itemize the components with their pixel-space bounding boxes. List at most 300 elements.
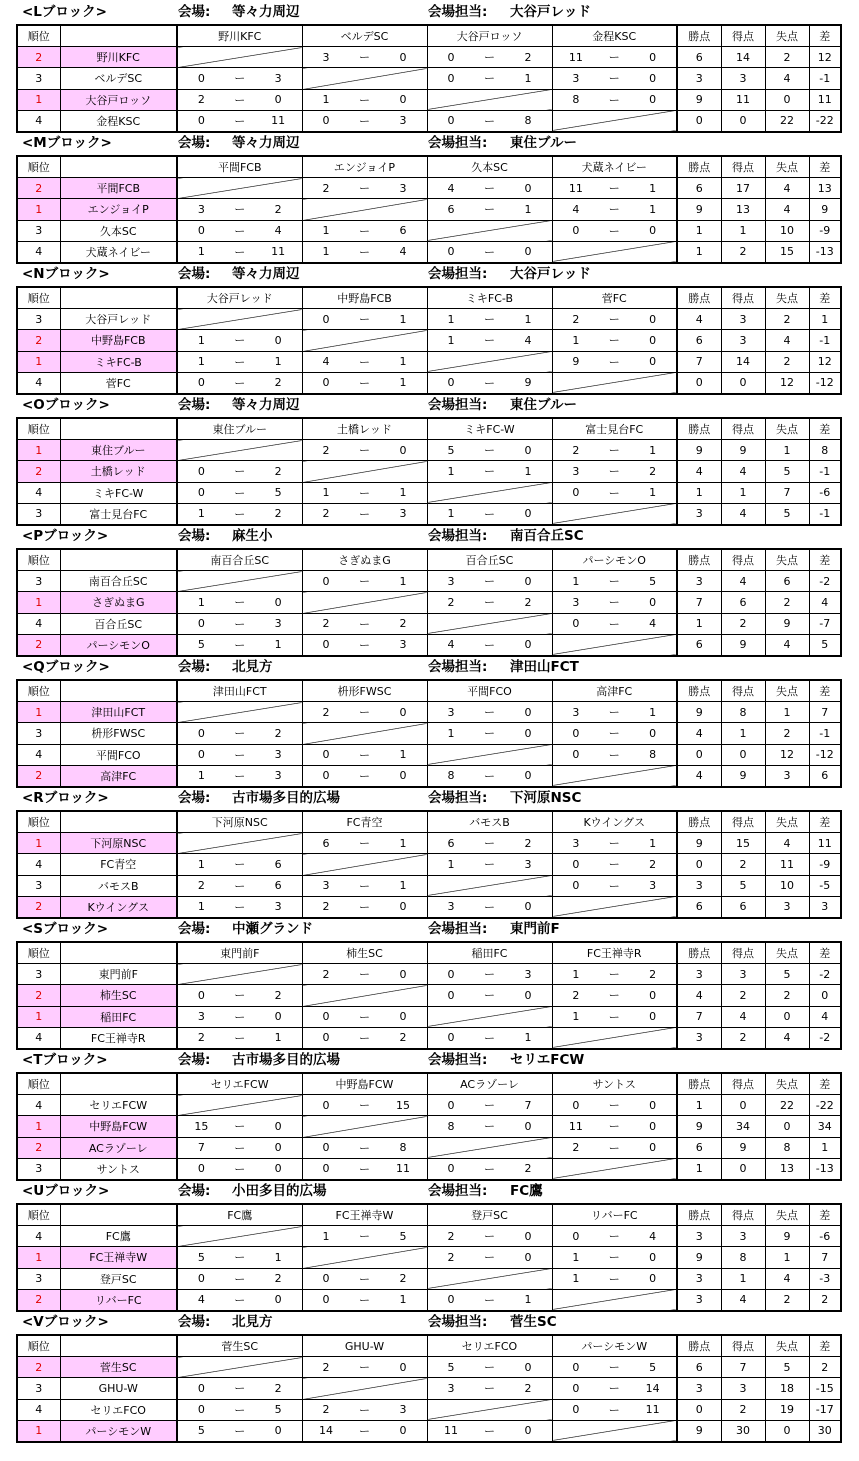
match-score xyxy=(427,199,552,220)
rank-header: 順位 xyxy=(17,942,60,964)
score-line xyxy=(303,1357,427,1377)
match-score xyxy=(302,744,427,765)
goal-diff-value: 7 xyxy=(809,702,841,723)
team-rank: 1 xyxy=(17,1116,60,1137)
score-line xyxy=(178,745,302,765)
points-value: 1 xyxy=(677,1158,721,1180)
score-against: 1 xyxy=(524,312,532,326)
goals-for-header: 得点 xyxy=(721,1204,765,1226)
goal-diff-value: 4 xyxy=(809,592,841,613)
match-score xyxy=(552,47,677,68)
score-dash: ー xyxy=(359,114,370,128)
score-dash: ー xyxy=(359,1099,370,1113)
team-rank: 3 xyxy=(17,220,60,241)
goal-diff-header: 差 xyxy=(809,1073,841,1095)
score-for: 2 xyxy=(197,93,205,107)
score-line xyxy=(553,964,677,984)
team-name: 大谷戸レッド xyxy=(60,309,177,330)
team-name: 野川KFC xyxy=(60,47,177,68)
team-row xyxy=(17,1027,841,1049)
score-dash: ー xyxy=(608,596,620,610)
score-dash: ー xyxy=(608,355,620,369)
match-score xyxy=(302,1137,427,1158)
match-score xyxy=(427,634,552,656)
goals-against-header: 失点 xyxy=(765,1335,809,1357)
team-rank: 2 xyxy=(17,896,60,918)
score-line xyxy=(428,897,552,917)
score-for: 0 xyxy=(572,726,580,740)
score-dash: ー xyxy=(608,486,620,500)
goal-diff-header: 差 xyxy=(809,418,841,440)
goal-diff-value: -6 xyxy=(809,482,841,503)
goal-diff-value: -9 xyxy=(809,854,841,875)
score-dash: ー xyxy=(484,376,495,390)
goals-for-value: 30 xyxy=(721,1420,765,1442)
header-row xyxy=(17,549,841,571)
score-line xyxy=(553,571,677,591)
points-header: 勝点 xyxy=(677,942,721,964)
match-score xyxy=(427,178,552,199)
goals-for-header: 得点 xyxy=(721,680,765,702)
score-line xyxy=(553,614,677,634)
score-against: 2 xyxy=(274,1272,282,1286)
score-dash: ー xyxy=(234,224,246,238)
goals-for-value: 0 xyxy=(721,1158,765,1180)
score-dash: ー xyxy=(608,465,620,479)
match-score xyxy=(552,351,677,372)
self-match-cell xyxy=(302,592,427,613)
score-for: 2 xyxy=(322,705,330,719)
goal-diff-value: 12 xyxy=(809,47,841,68)
goal-diff-value: -3 xyxy=(809,1268,841,1289)
score-for: 0 xyxy=(572,748,580,762)
score-for: 0 xyxy=(322,1141,330,1155)
goal-diff-value: -2 xyxy=(809,1027,841,1049)
goals-against-header: 失点 xyxy=(765,156,809,178)
opponent-header: 野川KFC xyxy=(177,25,302,47)
team-name: 平間FCB xyxy=(60,178,177,199)
score-against: 0 xyxy=(399,900,407,914)
score-dash: ー xyxy=(608,444,620,458)
score-line xyxy=(303,745,427,765)
goals-for-value: 1 xyxy=(721,1268,765,1289)
team-rank: 2 xyxy=(17,765,60,787)
score-against: 15 xyxy=(396,1098,410,1112)
staff-label: 会場担当: xyxy=(428,1052,488,1068)
match-score xyxy=(302,309,427,330)
score-dash: ー xyxy=(234,355,246,369)
score-line xyxy=(553,1007,677,1027)
score-for: 0 xyxy=(322,638,330,652)
goals-against-value: 2 xyxy=(765,592,809,613)
team-rank: 1 xyxy=(17,1420,60,1442)
self-match-cell xyxy=(427,1399,552,1420)
staff-label: 会場担当: xyxy=(428,1314,488,1330)
score-against: 6 xyxy=(274,857,282,871)
match-score xyxy=(552,1137,677,1158)
score-for: 0 xyxy=(447,71,455,85)
score-line xyxy=(303,1226,427,1246)
score-dash: ー xyxy=(608,617,620,631)
block-name: <Vブロック> xyxy=(22,1314,109,1330)
match-score xyxy=(552,723,677,744)
match-score xyxy=(427,1420,552,1442)
rank-header: 順位 xyxy=(17,156,60,178)
goal-diff-header: 差 xyxy=(809,1335,841,1357)
score-line xyxy=(553,47,677,67)
goal-diff-header: 差 xyxy=(809,25,841,47)
score-line xyxy=(553,1226,677,1246)
score-dash: ー xyxy=(234,507,246,521)
goals-against-header: 失点 xyxy=(765,1204,809,1226)
match-score xyxy=(302,482,427,503)
score-dash: ー xyxy=(359,1031,370,1045)
goals-against-value: 5 xyxy=(765,964,809,985)
opponent-header: 高津FC xyxy=(552,680,677,702)
score-for: 0 xyxy=(322,376,330,390)
match-score xyxy=(427,47,552,68)
staff-value: 大谷戸レッド xyxy=(510,266,591,282)
score-line xyxy=(303,111,427,131)
match-score xyxy=(552,461,677,482)
team-name: ミキFC-B xyxy=(60,351,177,372)
score-against: 5 xyxy=(274,1403,282,1417)
score-dash: ー xyxy=(484,1120,495,1134)
header-row xyxy=(17,1073,841,1095)
staff-value: セリエFCW xyxy=(510,1052,585,1068)
match-score xyxy=(427,461,552,482)
match-score xyxy=(177,613,302,634)
venue-value: 麻生小 xyxy=(232,528,273,544)
goals-for-value: 4 xyxy=(721,1006,765,1027)
score-against: 1 xyxy=(274,638,282,652)
team-name: さぎぬまG xyxy=(60,592,177,613)
score-against: 4 xyxy=(274,224,282,238)
team-row xyxy=(17,309,841,330)
score-line xyxy=(553,833,677,853)
opponent-header: 中野島FCW xyxy=(302,1073,427,1095)
score-line xyxy=(553,221,677,241)
match-score xyxy=(302,178,427,199)
goal-diff-header: 差 xyxy=(809,287,841,309)
score-dash: ー xyxy=(484,575,495,589)
score-for: 0 xyxy=(322,1098,330,1112)
points-value: 3 xyxy=(677,571,721,592)
score-line xyxy=(428,440,552,460)
team-name: FC王禅寺R xyxy=(60,1027,177,1049)
score-dash: ー xyxy=(359,575,370,589)
score-dash: ー xyxy=(359,968,370,982)
match-score xyxy=(427,372,552,394)
score-against: 0 xyxy=(399,50,407,64)
goal-diff-value: 7 xyxy=(809,1247,841,1268)
score-dash: ー xyxy=(484,444,495,458)
score-line xyxy=(553,1378,677,1398)
team-rank: 2 xyxy=(17,985,60,1006)
opponent-header: セリエFCW xyxy=(177,1073,302,1095)
match-score xyxy=(427,1226,552,1247)
goal-diff-value: -22 xyxy=(809,1095,841,1116)
score-line xyxy=(428,833,552,853)
score-dash: ー xyxy=(234,638,246,652)
staff-value: 下河原NSC xyxy=(510,790,582,806)
score-line xyxy=(178,592,302,612)
points-header: 勝点 xyxy=(677,811,721,833)
score-against: 1 xyxy=(649,486,657,500)
goals-for-header: 得点 xyxy=(721,418,765,440)
score-for: 0 xyxy=(447,967,455,981)
match-score xyxy=(552,1247,677,1268)
score-line xyxy=(428,571,552,591)
staff-label: 会場担当: xyxy=(428,790,488,806)
goals-against-value: 9 xyxy=(765,613,809,634)
score-dash: ー xyxy=(484,1293,495,1307)
score-for: 0 xyxy=(447,50,455,64)
goals-for-value: 2 xyxy=(721,985,765,1006)
score-dash: ー xyxy=(359,224,370,238)
score-for: 1 xyxy=(197,333,205,347)
team-rank: 1 xyxy=(17,1006,60,1027)
standings-table xyxy=(16,810,842,919)
team-name: 金程KSC xyxy=(60,110,177,132)
goals-for-header: 得点 xyxy=(721,1073,765,1095)
team-rank: 3 xyxy=(17,1158,60,1180)
team-row xyxy=(17,89,841,110)
opponent-header: 平間FCO xyxy=(427,680,552,702)
score-for: 3 xyxy=(447,900,455,914)
score-dash: ー xyxy=(484,596,495,610)
score-for: 2 xyxy=(322,967,330,981)
score-against: 1 xyxy=(649,202,657,216)
team-row xyxy=(17,482,841,503)
score-against: 3 xyxy=(399,507,407,521)
match-score xyxy=(302,1158,427,1180)
goal-diff-value: 1 xyxy=(809,309,841,330)
score-line xyxy=(428,635,552,655)
self-match-cell xyxy=(302,330,427,351)
opponent-header: 津田山FCT xyxy=(177,680,302,702)
score-for: 5 xyxy=(197,1250,205,1264)
goals-for-header: 得点 xyxy=(721,942,765,964)
rank-header: 順位 xyxy=(17,1073,60,1095)
block-name: <Qブロック> xyxy=(22,659,110,675)
self-match-cell xyxy=(552,765,677,787)
score-against: 0 xyxy=(649,1010,657,1024)
team-name: GHU-W xyxy=(60,1378,177,1399)
score-line xyxy=(178,483,302,503)
score-line xyxy=(553,854,677,874)
goals-against-value: 4 xyxy=(765,1027,809,1049)
block-name: <Mブロック> xyxy=(22,135,112,151)
goals-for-value: 2 xyxy=(721,613,765,634)
goal-diff-value: -9 xyxy=(809,220,841,241)
score-dash: ー xyxy=(484,968,495,982)
score-against: 0 xyxy=(524,507,532,521)
score-dash: ー xyxy=(359,1272,370,1286)
goal-diff-header: 差 xyxy=(809,680,841,702)
team-header-blank xyxy=(60,1204,177,1226)
team-name: エンジョイP xyxy=(60,199,177,220)
match-score xyxy=(552,330,677,351)
score-for: 0 xyxy=(322,748,330,762)
score-dash: ー xyxy=(484,989,495,1003)
goal-diff-value: 0 xyxy=(809,985,841,1006)
score-for: 0 xyxy=(447,988,455,1002)
team-row xyxy=(17,833,841,854)
match-score xyxy=(552,964,677,985)
score-against: 4 xyxy=(649,617,657,631)
team-header-blank xyxy=(60,811,177,833)
score-dash: ー xyxy=(484,769,495,783)
score-for: 0 xyxy=(572,857,580,871)
score-for: 2 xyxy=(197,1031,205,1045)
goals-for-value: 15 xyxy=(721,833,765,854)
score-for: 0 xyxy=(322,1010,330,1024)
score-line xyxy=(553,352,677,372)
goal-diff-value: 12 xyxy=(809,351,841,372)
score-against: 0 xyxy=(649,1272,657,1286)
goals-for-value: 2 xyxy=(721,241,765,263)
score-dash: ー xyxy=(484,1251,495,1265)
opponent-header: 登戸SC xyxy=(427,1204,552,1226)
opponent-header: リバーFC xyxy=(552,1204,677,1226)
score-against: 1 xyxy=(524,71,532,85)
score-for: 1 xyxy=(572,967,580,981)
team-rank: 1 xyxy=(17,592,60,613)
score-dash: ー xyxy=(234,879,246,893)
opponent-header: 百合丘SC xyxy=(427,549,552,571)
team-rank: 4 xyxy=(17,854,60,875)
score-line xyxy=(553,745,677,765)
score-line xyxy=(303,221,427,241)
block-header xyxy=(0,2,859,23)
goals-for-value: 0 xyxy=(721,372,765,394)
goals-for-value: 3 xyxy=(721,309,765,330)
match-score xyxy=(177,854,302,875)
score-against: 2 xyxy=(524,595,532,609)
score-dash: ー xyxy=(608,1120,620,1134)
team-name: 中野島FCB xyxy=(60,330,177,351)
match-score xyxy=(427,833,552,854)
score-line xyxy=(303,1028,427,1048)
score-dash: ー xyxy=(608,879,620,893)
points-header: 勝点 xyxy=(677,25,721,47)
score-line xyxy=(303,1138,427,1158)
team-name: 東門前F xyxy=(60,964,177,985)
match-score xyxy=(177,1420,302,1442)
score-for: 3 xyxy=(572,595,580,609)
team-rank: 4 xyxy=(17,1095,60,1116)
team-rank: 1 xyxy=(17,199,60,220)
score-for: 3 xyxy=(447,1381,455,1395)
team-rank: 3 xyxy=(17,723,60,744)
score-dash: ー xyxy=(608,727,620,741)
goal-diff-value: -5 xyxy=(809,875,841,896)
venue-label: 会場: xyxy=(178,659,211,675)
score-for: 4 xyxy=(447,181,455,195)
standings-table xyxy=(16,1203,842,1312)
score-dash: ー xyxy=(359,769,370,783)
score-dash: ー xyxy=(359,51,370,65)
score-dash: ー xyxy=(234,1162,246,1176)
venue-label: 会場: xyxy=(178,921,211,937)
match-score xyxy=(302,702,427,723)
score-for: 2 xyxy=(322,507,330,521)
score-against: 0 xyxy=(524,726,532,740)
goals-against-header: 失点 xyxy=(765,418,809,440)
match-score xyxy=(177,723,302,744)
match-score xyxy=(552,1378,677,1399)
venue-label: 会場: xyxy=(178,135,211,151)
score-dash: ー xyxy=(359,837,370,851)
score-against: 2 xyxy=(524,1381,532,1395)
score-dash: ー xyxy=(608,1230,620,1244)
team-rank: 3 xyxy=(17,503,60,525)
score-line xyxy=(303,483,427,503)
staff-value: 南百合丘SC xyxy=(510,528,584,544)
score-for: 0 xyxy=(322,769,330,783)
score-line xyxy=(178,1290,302,1310)
match-score xyxy=(427,1289,552,1311)
score-line xyxy=(303,1159,427,1179)
goal-diff-value: -15 xyxy=(809,1378,841,1399)
standings-block xyxy=(0,2,859,133)
score-dash: ー xyxy=(484,72,495,86)
goal-diff-value: 3 xyxy=(809,896,841,918)
self-match-cell xyxy=(302,1116,427,1137)
score-dash: ー xyxy=(359,486,370,500)
match-score xyxy=(177,1399,302,1420)
score-for: 4 xyxy=(447,638,455,652)
goals-against-header: 失点 xyxy=(765,811,809,833)
score-dash: ー xyxy=(359,355,370,369)
match-score xyxy=(177,634,302,656)
block-header xyxy=(0,788,859,809)
score-for: 1 xyxy=(322,1229,330,1243)
opponent-header: ACラゾーレ xyxy=(427,1073,552,1095)
team-row xyxy=(17,1137,841,1158)
points-value: 3 xyxy=(677,68,721,89)
points-value: 4 xyxy=(677,309,721,330)
score-line xyxy=(553,592,677,612)
team-name: 犬蔵ネイビー xyxy=(60,241,177,263)
goal-diff-value: -17 xyxy=(809,1399,841,1420)
team-name: リバーFC xyxy=(60,1289,177,1311)
score-dash: ー xyxy=(484,900,495,914)
team-name: 稲田FC xyxy=(60,1006,177,1027)
opponent-header: 富士見台FC xyxy=(552,418,677,440)
score-line xyxy=(553,483,677,503)
score-against: 0 xyxy=(524,1250,532,1264)
team-rank: 4 xyxy=(17,1027,60,1049)
score-against: 0 xyxy=(649,50,657,64)
score-against: 0 xyxy=(399,93,407,107)
header-row xyxy=(17,942,841,964)
opponent-header: サントス xyxy=(552,1073,677,1095)
score-against: 6 xyxy=(399,224,407,238)
match-score xyxy=(177,199,302,220)
score-dash: ー xyxy=(234,465,246,479)
score-line xyxy=(428,178,552,198)
score-against: 2 xyxy=(649,967,657,981)
goal-diff-value: 2 xyxy=(809,1289,841,1311)
self-match-cell xyxy=(427,875,552,896)
venue-value: 等々力周辺 xyxy=(232,4,300,20)
score-against: 3 xyxy=(399,638,407,652)
score-for: 1 xyxy=(197,355,205,369)
score-against: 3 xyxy=(274,769,282,783)
match-score xyxy=(302,1268,427,1289)
